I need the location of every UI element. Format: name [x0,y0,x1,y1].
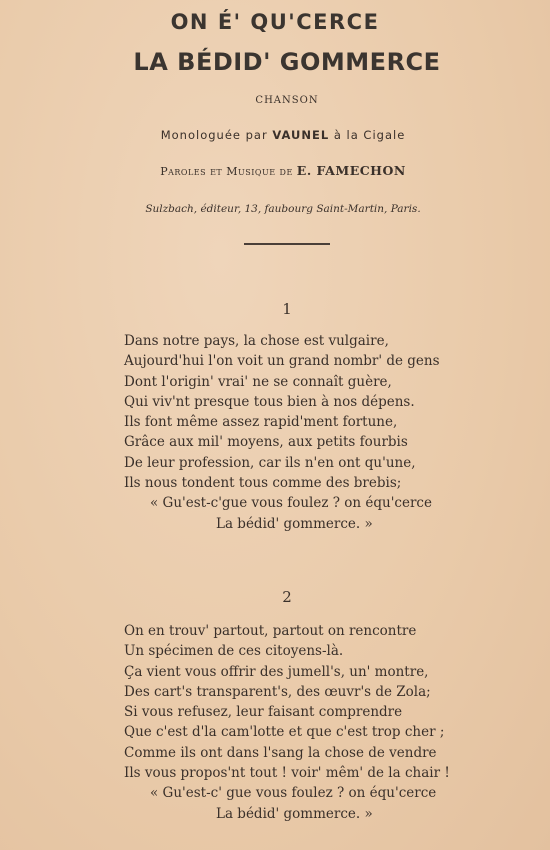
performer-name: VAUNEL [272,128,330,142]
stanza-number: 2 [282,588,292,606]
divider-rule [244,243,330,245]
performer-prefix: Monologuée par [160,128,268,142]
verse-line: Ils vous propos'nt tout ! voir' mêm' de la chair ! [124,765,450,782]
stanza-number: 1 [282,300,292,318]
verse-line: Grâce aux mil' moyens, aux petits fourbis [124,434,408,451]
verse-line: Ils nous tondent tous comme des brebis; [124,475,402,492]
verse-line: Si vous refusez, leur faisant comprendre [124,704,403,721]
stanza-2 [124,621,450,824]
verse-line: On en trouv' partout, partout on rencontre [124,623,417,639]
verse-line: Comme ils ont dans l'sang la chose de vendre [124,744,437,761]
title-line-1: ON É' QU'CERCE [170,10,380,34]
verse-line: Dans notre pays, la chose est vulgaire, [124,333,389,349]
verse-line: Ils font même assez rapid'ment fortune, [124,414,398,431]
verse-line: Aujourd'hui l'on voit un grand nombr' de gens [124,353,440,370]
performer-line [0,128,550,142]
stanza-1 [124,331,440,534]
credits-line [0,163,550,178]
performer-suffix: à la Cigale [333,128,406,142]
verse-line: Un spécimen de ces citoyens-là. [124,643,344,660]
genre-label: CHANSON [255,95,319,106]
verse-line: De leur profession, car ils n'en ont qu'une, [124,454,416,471]
refrain-line: « Gu'est-c' gue vous foulez ? on équ'cerce [150,785,437,802]
verse-line: Que c'est d'la cam'lotte et que c'est trop cher ; [124,724,445,741]
credits-prefix: Paroles et Musique de [160,165,293,178]
refrain-line: La bédid' gommerce. » [216,515,373,532]
publisher-line: Sulzbach, éditeur, 13, faubourg Saint-Martin, Paris. [145,203,421,215]
verse-line: Qui viv'nt presque tous bien à nos dépens. [124,393,415,410]
verse-line: Dont l'origin' vrai' ne se connaît guère, [124,373,392,390]
refrain-line: La bédid' gommerce. » [216,805,373,822]
verse-line: Des cart's transparent's, des œuvr's de Zola; [124,683,431,700]
refrain-line: « Gu'est-c'gue vous foulez ? on équ'cerce [150,495,432,512]
credits-name: E. FAMECHON [296,163,406,178]
title-line-2: LA BÉDID' GOMMERCE [133,48,441,76]
verse-line: Ça vient vous offrir des jumell's, un' montre, [124,663,429,680]
